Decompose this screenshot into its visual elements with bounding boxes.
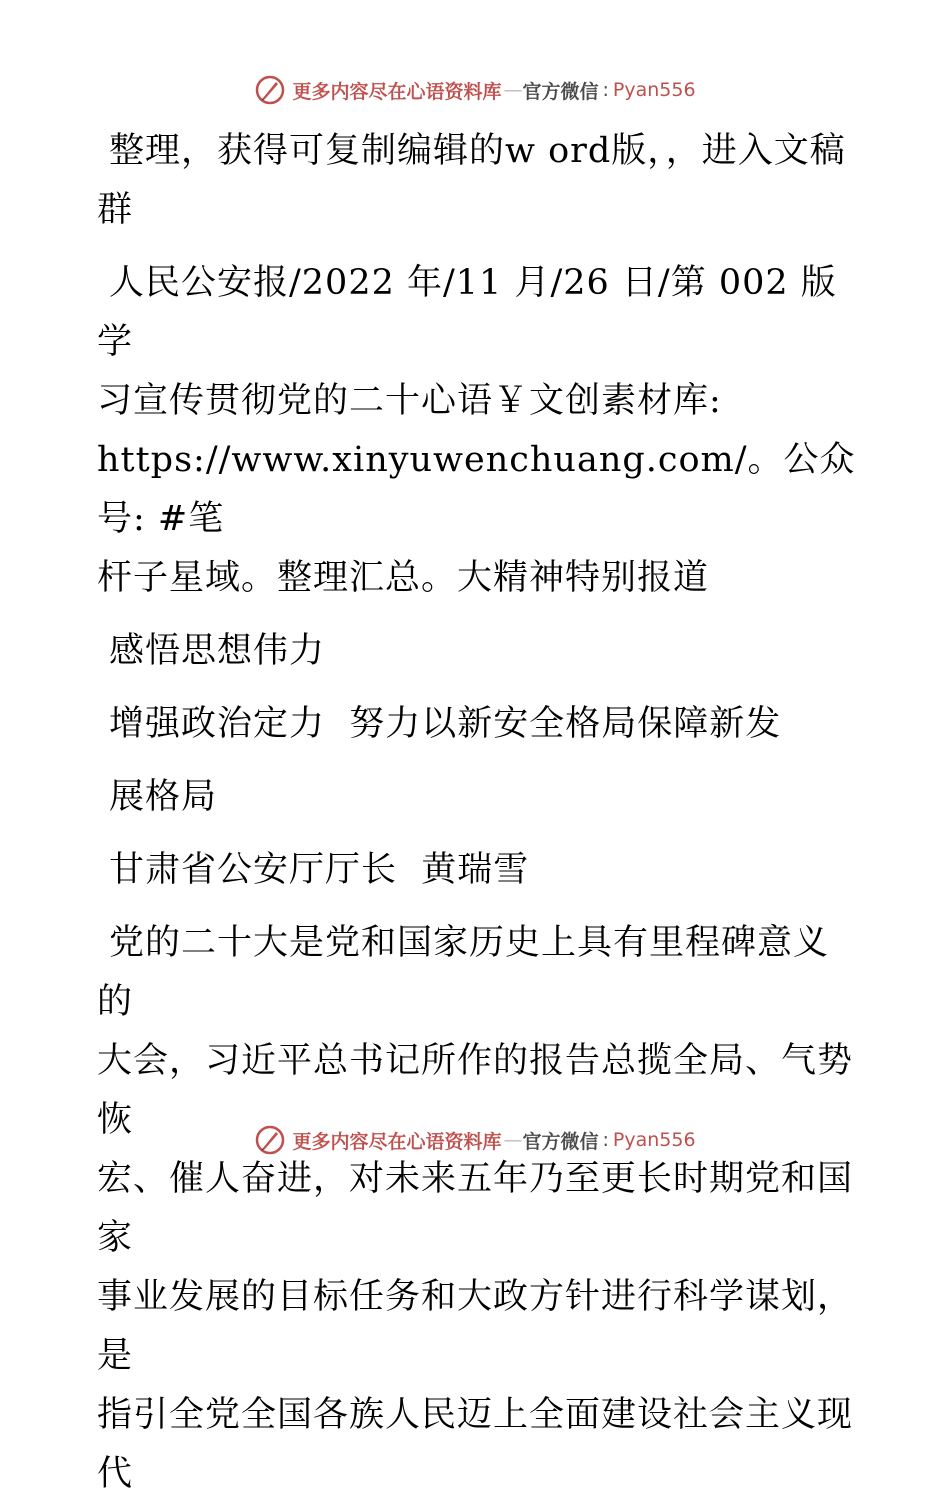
document-body — [97, 122, 857, 1504]
text-line: 甘肃省公安厅厅长 黄瑞雪 — [109, 850, 530, 890]
heading-line-2 — [97, 695, 857, 754]
text-line: 指引全党全国各族人民迈上全面建设社会主义现代 — [97, 1395, 854, 1494]
banner-separator: : — [602, 79, 609, 101]
text-line: 感悟思想伟力 — [109, 631, 326, 671]
banner-dash: — — [503, 1129, 521, 1151]
paragraph-intro — [97, 122, 857, 240]
paragraph-body — [97, 914, 857, 1504]
text-line: 宏、催人奋进，对未来五年乃至更长时期党和国家 — [97, 1159, 854, 1258]
banner-official-label: 官方微信 — [522, 1130, 599, 1153]
text-line: 党的二十大是党和国家历史上具有里程碑意义的 — [97, 923, 830, 1022]
author-line — [97, 841, 857, 900]
text-line: 整理，获得可复制编辑的w ord版，，进入文稿 — [109, 131, 846, 171]
footer-banner — [0, 1120, 950, 1160]
heading-line-1 — [97, 622, 857, 681]
banner-official-label: 官方微信 — [522, 80, 599, 103]
paragraph-source — [97, 254, 857, 608]
text-line: 杆子星域。整理汇总。大精神特别报道 — [97, 558, 710, 598]
text-line: 群 — [97, 190, 134, 230]
text-line: 展格局 — [109, 777, 218, 817]
text-line: https://www.xinyuwenchuang.com/。公众号: #笔 — [97, 440, 856, 539]
text-line: 习宣传贯彻党的二十心语￥文创素材库: — [97, 381, 722, 421]
quill-pen-circle-icon — [254, 74, 286, 106]
heading-line-3 — [97, 768, 857, 827]
text-line: 增强政治定力 努力以新安全格局保障新发 — [109, 704, 782, 744]
banner-dash: — — [503, 79, 521, 101]
text-line: 大会，习近平总书记所作的报告总揽全局、气势恢 — [97, 1041, 854, 1140]
text-line: 人民公安报/2022 年/11 月/26 日/第 002 版学 — [97, 263, 837, 362]
banner-separator: : — [602, 1129, 609, 1151]
banner-wechat-id: Pyan556 — [612, 1129, 696, 1151]
header-banner — [0, 70, 950, 110]
banner-main-text: 更多内容尽在心语资料库 — [292, 80, 502, 103]
text-line: 事业发展的目标任务和大政方针进行科学谋划，是 — [97, 1277, 854, 1376]
quill-pen-circle-icon — [254, 1124, 286, 1156]
banner-wechat-id: Pyan556 — [612, 79, 696, 101]
banner-main-text: 更多内容尽在心语资料库 — [292, 1130, 502, 1153]
